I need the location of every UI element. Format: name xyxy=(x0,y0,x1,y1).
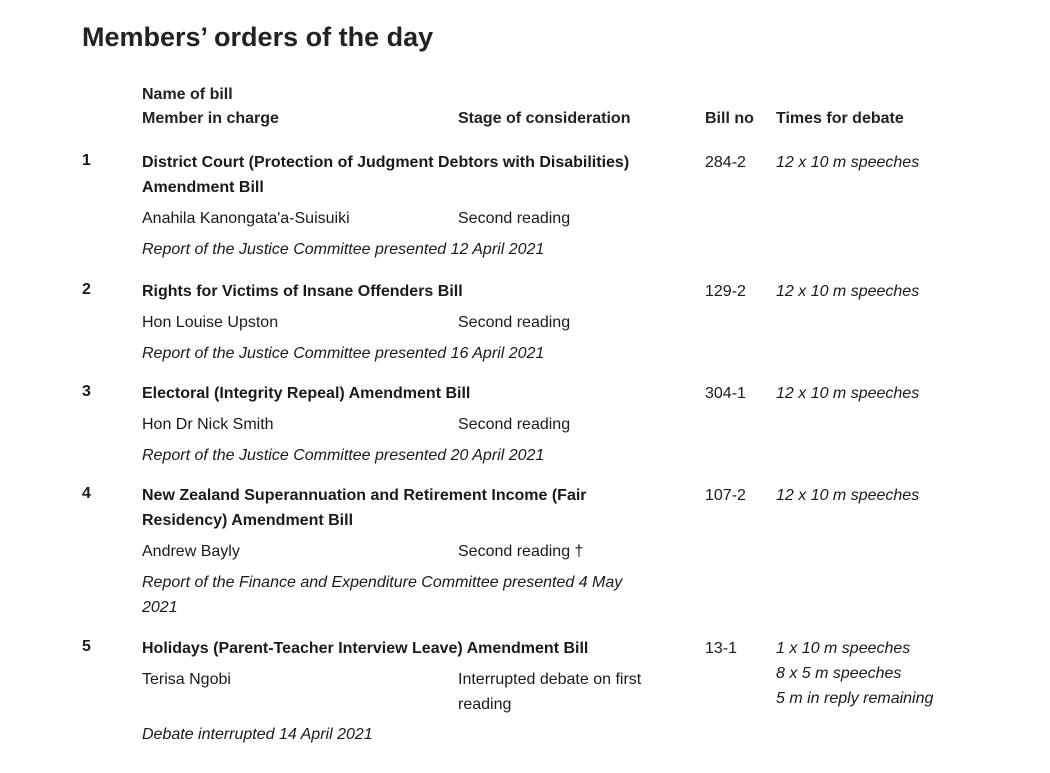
member-in-charge: Hon Louise Upston xyxy=(142,314,279,331)
bill-title: District Court (Protection of Judgment Debtors with Disabilities) Amendment Bill xyxy=(142,154,630,196)
debate-times xyxy=(776,636,933,711)
header-name-of-bill: Name of bill xyxy=(142,86,233,103)
stage-of-consideration: Second reading xyxy=(458,210,571,227)
debate-time-line: 12 x 10 m speeches xyxy=(776,283,920,300)
page-title: Members’ orders of the day xyxy=(82,22,434,52)
bill-number: 304-1 xyxy=(705,385,746,402)
header-member-in-charge: Member in charge xyxy=(142,110,279,127)
bill-title: New Zealand Superannuation and Retirement Income (Fair Residency) Amendment Bill xyxy=(142,487,587,529)
item-number: 2 xyxy=(82,281,91,298)
header-times: Times for debate xyxy=(776,110,904,127)
debate-times xyxy=(776,381,919,406)
item-number: 4 xyxy=(82,485,91,502)
debate-time-line: 12 x 10 m speeches xyxy=(776,385,920,402)
debate-time-line: 1 x 10 m speeches xyxy=(776,640,911,657)
member-in-charge: Andrew Bayly xyxy=(142,543,240,560)
report-note: Debate interrupted 14 April 2021 xyxy=(142,726,373,743)
bill-title: Holidays (Parent-Teacher Interview Leave) Amendment Bill xyxy=(142,640,589,657)
stage-of-consideration: Second reading xyxy=(458,314,571,331)
bill-title: Rights for Victims of Insane Offenders Bill xyxy=(142,283,463,300)
debate-time-line: 5 m in reply remaining xyxy=(776,690,934,707)
stage-of-consideration: Second reading xyxy=(458,416,571,433)
member-in-charge: Anahila Kanongata'a-Suisuiki xyxy=(142,210,350,227)
debate-time-line: 12 x 10 m speeches xyxy=(776,487,920,504)
report-note: Report of the Justice Committee presented 20 April 2021 xyxy=(142,447,545,464)
debate-times xyxy=(776,150,919,175)
header-bill-no: Bill no xyxy=(705,110,754,127)
member-in-charge: Hon Dr Nick Smith xyxy=(142,416,274,433)
stage-of-consideration: Interrupted debate on first reading xyxy=(458,671,642,713)
debate-time-line: 8 x 5 m speeches xyxy=(776,665,902,682)
report-note: Report of the Justice Committee presented 12 April 2021 xyxy=(142,241,545,258)
bill-number: 107-2 xyxy=(705,487,746,504)
bill-title: Electoral (Integrity Repeal) Amendment Bill xyxy=(142,385,471,402)
bill-number: 129-2 xyxy=(705,283,746,300)
item-number: 3 xyxy=(82,383,91,400)
debate-time-line: 12 x 10 m speeches xyxy=(776,154,920,171)
item-number: 1 xyxy=(82,152,91,169)
debate-times xyxy=(776,279,919,304)
debate-times xyxy=(776,483,919,508)
stage-of-consideration: Second reading † xyxy=(458,543,584,560)
report-note: Report of the Finance and Expenditure Committee presented 4 May 2021 xyxy=(142,574,623,616)
header-stage: Stage of consideration xyxy=(458,110,631,127)
item-number: 5 xyxy=(82,638,91,655)
bill-number: 284-2 xyxy=(705,154,746,171)
bill-number: 13-1 xyxy=(705,640,738,657)
report-note: Report of the Justice Committee presented 16 April 2021 xyxy=(142,345,545,362)
member-in-charge: Terisa Ngobi xyxy=(142,671,231,688)
